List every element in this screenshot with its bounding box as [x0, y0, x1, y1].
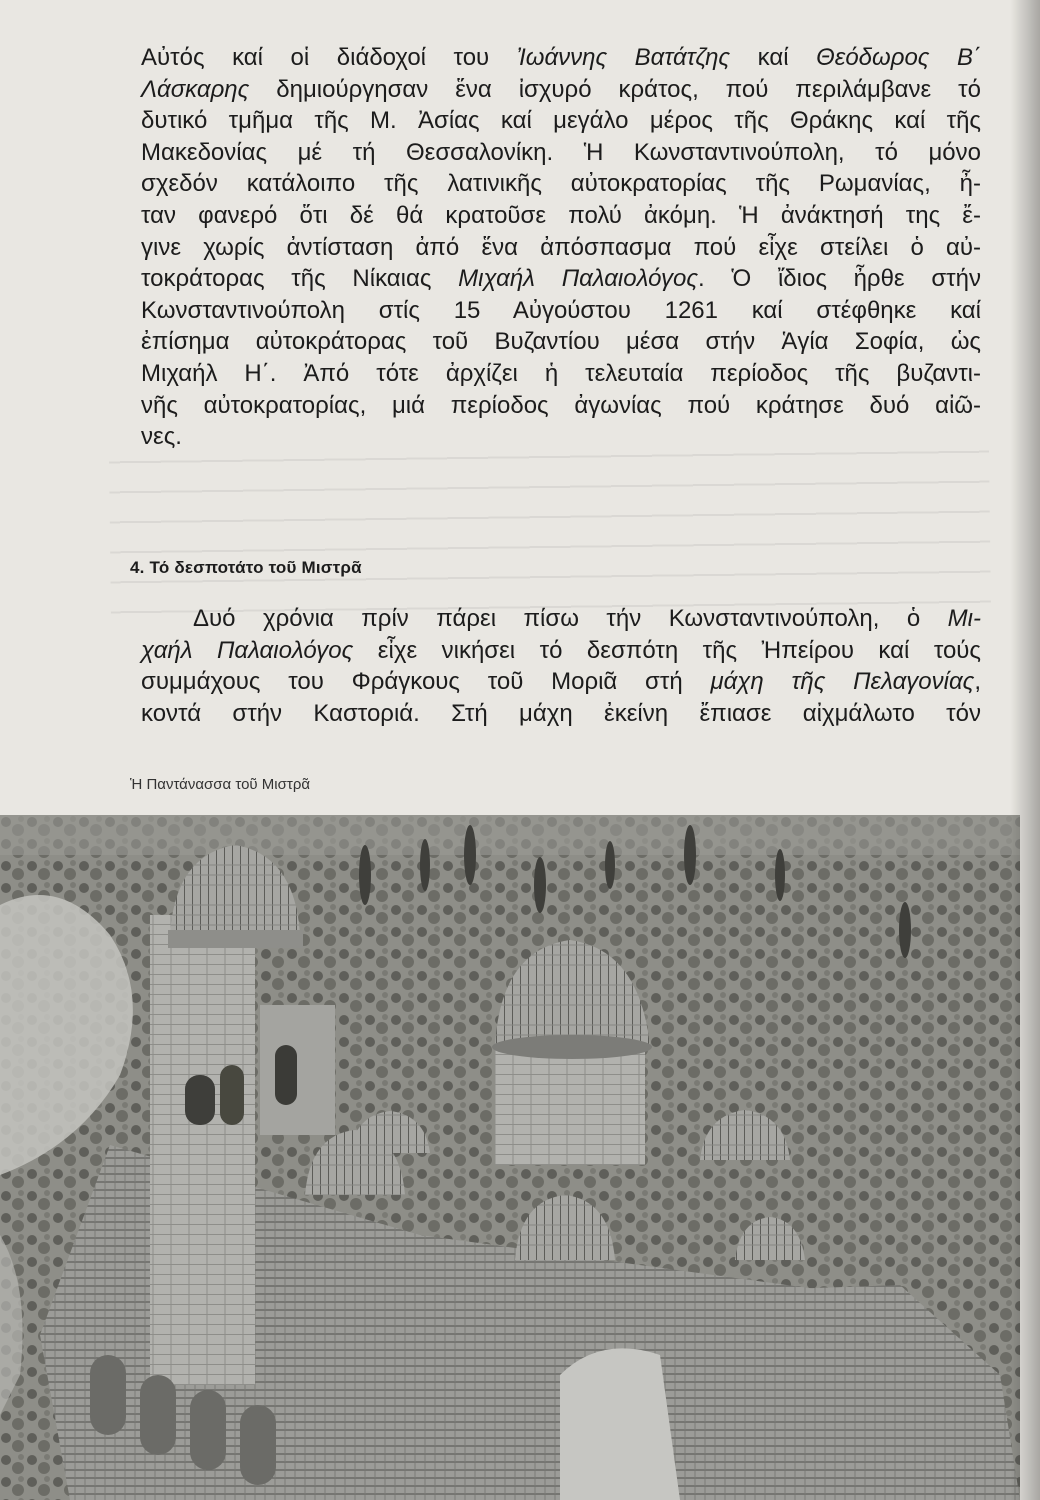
text-line: γινε χωρίς ἀντίσταση ἀπό ἕνα ἀπόσπασμα πού εἶχε στείλει ὁ αὐ-	[141, 233, 981, 261]
text-line: νες.	[141, 423, 182, 451]
text-line: Κωνσταντινούπολη στίς 15 Αὐγούστου 1261 καί στέφθηκε καί	[141, 296, 981, 324]
text-line: Αὐτός καί οἱ διάδοχοί του Ἰωάννης Βατάτζης καί Θεόδωρος Β΄	[141, 44, 982, 71]
text-line: Λάσκαρης δημιούργησαν ἕνα ἰσχυρό κράτος, πού περιλάμβανε τό	[141, 75, 981, 103]
text-line: χαήλ Παλαιολόγος εἶχε νικήσει τό δεσπότη τῆς Ἠπείρου καί τούς	[141, 636, 981, 664]
text-line: κοντά στήν Καστοριά. Στή μάχη ἐκείνη ἔπιασε αἰχμάλωτο τόν	[141, 699, 981, 727]
pantanassa-photo	[0, 815, 1020, 1500]
photo-caption: Ἡ Παντάνασσα τοῦ Μιστρᾶ	[130, 776, 311, 793]
text-line: νῆς αὐτοκρατορίας, μιά περίοδος ἀγωνίας πού κράτησε δυό αἰῶ-	[141, 391, 981, 419]
text-line: τοκράτορας τῆς Νίκαιας Μιχαήλ Παλαιολόγος. Ὁ ἴδιος ἦρθε στήν	[141, 265, 981, 293]
text-line: Μακεδονίας μέ τή Θεσσαλονίκη. Ἡ Κωνσταντινούπολη, τό μόνο	[141, 138, 981, 166]
text-line: δυτικό τμῆμα τῆς Μ. Ἀσίας καί μεγάλο μέρος τῆς Θράκης καί τῆς	[141, 107, 981, 135]
text-line: ἐπίσημα αὐτοκράτορας τοῦ Βυζαντίου μέσα στήν Ἁγία Σοφία, ὡς	[141, 328, 981, 356]
text-line: σχεδόν κατάλοιπο τῆς λατινικῆς αὐτοκρατορίας τῆς Ρωμανίας, ἦ-	[141, 170, 981, 198]
section-heading: 4. Τό δεσποτάτο τοῦ Μιστρᾶ	[130, 558, 362, 577]
page-edge-shadow	[1010, 0, 1040, 1500]
text-line: ταν φανερό ὅτι δέ θά κρατοῦσε πολύ ἀκόμη. Ἡ ἀνάκτησή της ἔ-	[141, 201, 981, 229]
paragraph-2	[141, 603, 981, 729]
paragraph-1	[141, 42, 981, 453]
text-line: Μιχαήλ Η΄. Ἀπό τότε ἀρχίζει ἡ τελευταία περίοδος τῆς βυζαντι-	[141, 359, 981, 387]
text-line: συμμάχους του Φράγκους τοῦ Μοριᾶ στή μάχη τῆς Πελαγονίας,	[141, 668, 981, 696]
text-line: Δυό χρόνια πρίν πάρει πίσω τήν Κωνσταντινούπολη, ὁ Μι-	[193, 605, 981, 632]
